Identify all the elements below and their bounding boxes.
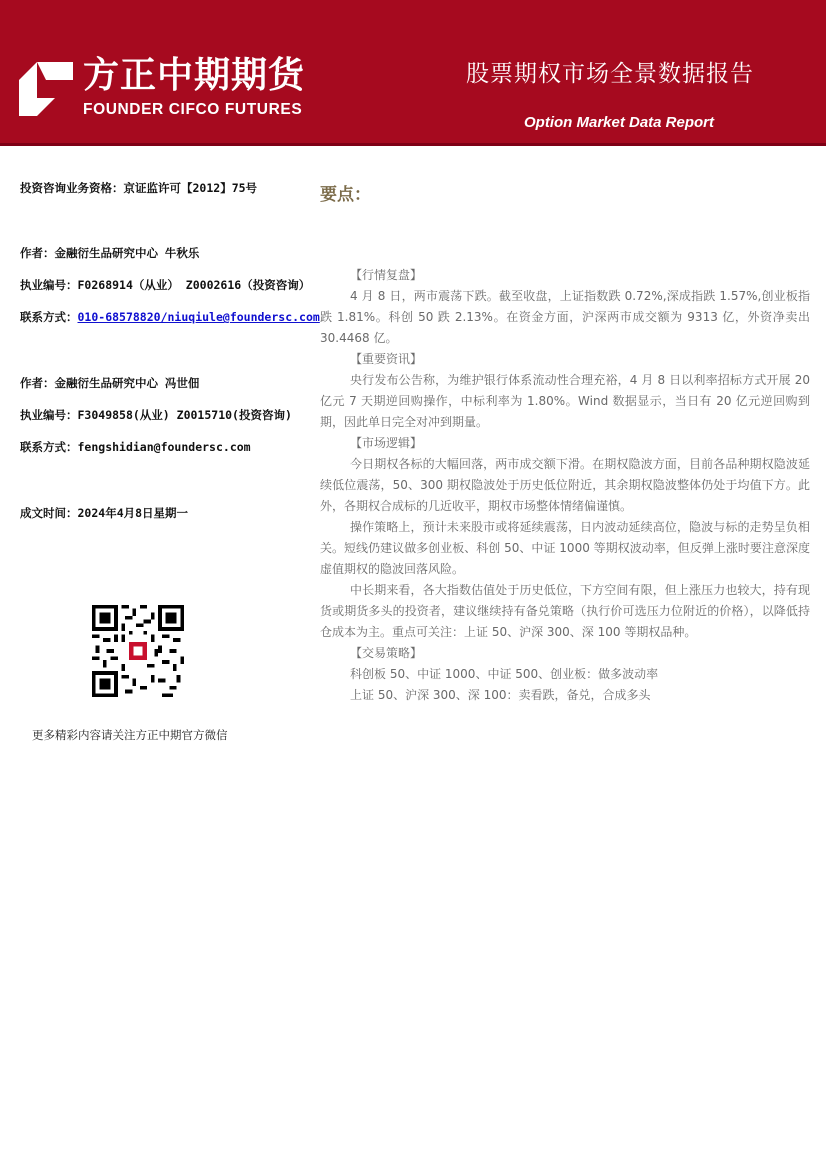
logo-chinese-name: 方正中期期货: [83, 55, 306, 96]
report-title: 股票期权市场全景数据报告: [466, 61, 754, 87]
section-title-key-news: 【重要资讯】: [350, 352, 423, 366]
author2-contact: 联系方式：fengshidian@foundersc.com: [20, 440, 251, 454]
trading-strategy-line: 上证 50、沪深 300、深 100：卖看跌，备兑，合成多头: [350, 688, 651, 702]
license-info: 投资咨询业务资格：京证监许可【2012】75号: [20, 181, 258, 195]
strategy-paragraph: 操作策略上，预计未来股市或将延续震荡，日内波动延续高位，隐波与标的走势呈负相关。短线仍建议做多创业板、科创 50、中证 1000 等期权波动率，但反弹上涨时要注意深度虚值期权的隐波回落风险。: [320, 520, 810, 576]
trading-strategy-line: 科创板 50、中证 1000、中证 500、创业板：做多波动率: [350, 667, 659, 681]
report-body: [320, 265, 810, 706]
key-news-paragraph: 央行发布公告称，为维护银行体系流动性合理充裕，4 月 8 日以利率招标方式开展 20 亿元 7 天期逆回购操作，中标利率为 1.80%。Wind 数据显示，当日有 20 亿元逆回购到期，因此单日完全对冲到期量。: [320, 373, 810, 429]
author1-id: 执业编号：F0268914（从业） Z0002616（投资咨询）: [20, 278, 311, 292]
long-term-paragraph: 中长期来看，各大指数估值处于历史低位，下方空间有限，但上涨压力也较大，持有现货或期货多头的投资者，建议继续持有备兑策略（执行价可选压力位附近的价格），以降低持仓成本为主。重点可关注：上证 50、沪深 300、深 100 等期权品种。: [320, 583, 810, 639]
author1-contact: [20, 309, 320, 325]
author2-id: 执业编号：F3049858(从业) Z0015710(投资咨询): [20, 408, 292, 422]
founder-logo-icon: [17, 60, 75, 118]
section-title-market-review: 【行情复盘】: [350, 268, 423, 282]
section-title-trading-strategy: 【交易策略】: [350, 646, 423, 660]
wechat-qr-code-icon: [92, 605, 184, 697]
section-title-market-logic: 【市场逻辑】: [350, 436, 423, 450]
author2-name: 作者：金融衍生品研究中心 冯世佃: [20, 376, 200, 390]
report-subtitle: Option Market Data Report: [524, 114, 715, 131]
market-logic-paragraph: 今日期权各标的大幅回落，两市成交额下滑。在期权隐波方面，目前各品种期权隐波延续低位震荡，50、300 期权隐波处于历史低位附近，其余期权隐波整体仍处于均值下方。此外，各期权合成标的几近收平，期权市场整体情绪偏谨慎。: [320, 457, 810, 513]
key-points-heading: 要点：: [320, 185, 371, 205]
report-header: [0, 0, 826, 146]
author1-contact-link[interactable]: 010-68578820/niuqiule@foundersc.com: [77, 310, 320, 324]
publish-date: 成文时间：2024年4月8日星期一: [20, 506, 189, 520]
author1-name: 作者：金融衍生品研究中心 牛秋乐: [20, 246, 200, 260]
market-review-paragraph: 4 月 8 日，两市震荡下跌。截至收盘，上证指数跌 0.72%,深成指跌 1.57%,创业板指跌 1.81%。科创 50 跌 2.13%。在资金方面，沪深两市成交额为 9313 亿，外资净卖出 30.4468 亿。: [320, 289, 810, 345]
author1-contact-label: 联系方式：: [20, 310, 78, 324]
qr-caption: 更多精彩内容请关注方正中期官方微信: [32, 728, 228, 742]
logo-english-name: FOUNDER CIFCO FUTURES: [83, 101, 303, 118]
